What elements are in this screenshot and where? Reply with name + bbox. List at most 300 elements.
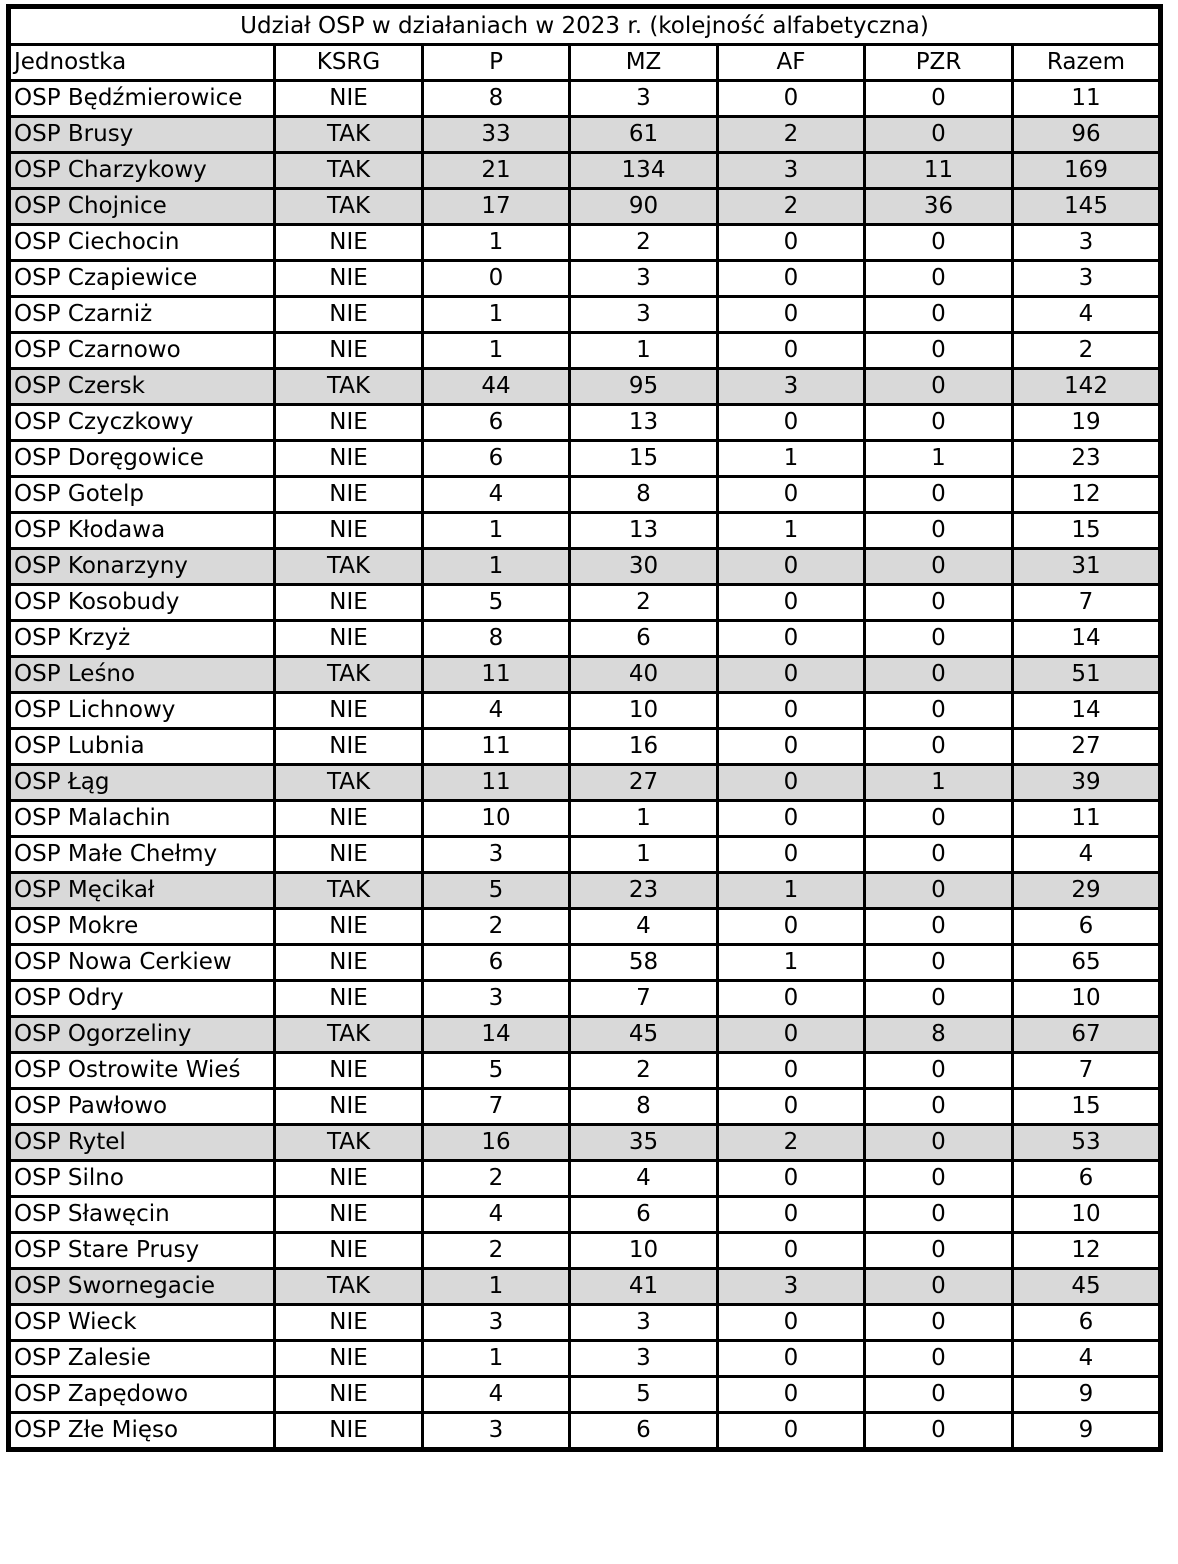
cell-jednostka: OSP Małe Chełmy (9, 837, 275, 873)
table-container (6, 4, 1163, 1452)
cell-razem: 7 (1013, 1053, 1161, 1089)
table-row (9, 801, 1161, 837)
cell-af: 2 (718, 189, 865, 225)
cell-ksrg: NIE (275, 1305, 423, 1341)
cell-mz: 3 (570, 297, 718, 333)
cell-p: 2 (423, 1233, 570, 1269)
cell-pzr: 0 (865, 1089, 1013, 1125)
cell-mz: 13 (570, 405, 718, 441)
cell-p: 0 (423, 261, 570, 297)
cell-p: 6 (423, 441, 570, 477)
cell-razem: 51 (1013, 657, 1161, 693)
cell-af: 0 (718, 1377, 865, 1413)
cell-af: 0 (718, 297, 865, 333)
cell-ksrg: TAK (275, 1017, 423, 1053)
cell-jednostka: OSP Sławęcin (9, 1197, 275, 1233)
cell-p: 16 (423, 1125, 570, 1161)
cell-af: 3 (718, 369, 865, 405)
table-row (9, 1269, 1161, 1305)
cell-jednostka: OSP Ostrowite Wieś (9, 1053, 275, 1089)
cell-razem: 4 (1013, 297, 1161, 333)
cell-ksrg: NIE (275, 837, 423, 873)
cell-p: 10 (423, 801, 570, 837)
cell-p: 5 (423, 873, 570, 909)
cell-ksrg: TAK (275, 873, 423, 909)
cell-af: 0 (718, 621, 865, 657)
header-row (9, 45, 1161, 81)
cell-p: 8 (423, 621, 570, 657)
cell-razem: 6 (1013, 909, 1161, 945)
cell-af: 0 (718, 1089, 865, 1125)
cell-ksrg: NIE (275, 909, 423, 945)
cell-af: 3 (718, 153, 865, 189)
cell-af: 0 (718, 801, 865, 837)
cell-jednostka: OSP Kosobudy (9, 585, 275, 621)
cell-razem: 39 (1013, 765, 1161, 801)
cell-pzr: 0 (865, 549, 1013, 585)
cell-mz: 2 (570, 225, 718, 261)
cell-jednostka: OSP Swornegacie (9, 1269, 275, 1305)
cell-p: 3 (423, 981, 570, 1017)
title-row (9, 7, 1161, 45)
cell-mz: 10 (570, 1233, 718, 1269)
cell-p: 1 (423, 513, 570, 549)
cell-pzr: 0 (865, 873, 1013, 909)
cell-jednostka: OSP Krzyż (9, 621, 275, 657)
cell-af: 0 (718, 81, 865, 117)
cell-mz: 40 (570, 657, 718, 693)
cell-jednostka: OSP Czarnowo (9, 333, 275, 369)
cell-razem: 2 (1013, 333, 1161, 369)
cell-p: 2 (423, 909, 570, 945)
cell-jednostka: OSP Lichnowy (9, 693, 275, 729)
column-header-razem: Razem (1013, 45, 1161, 81)
cell-razem: 4 (1013, 837, 1161, 873)
cell-af: 0 (718, 225, 865, 261)
cell-mz: 8 (570, 477, 718, 513)
cell-ksrg: NIE (275, 729, 423, 765)
cell-ksrg: TAK (275, 369, 423, 405)
cell-ksrg: NIE (275, 333, 423, 369)
cell-jednostka: OSP Chojnice (9, 189, 275, 225)
column-header-mz: MZ (570, 45, 718, 81)
cell-p: 7 (423, 1089, 570, 1125)
cell-razem: 3 (1013, 261, 1161, 297)
cell-ksrg: NIE (275, 585, 423, 621)
cell-razem: 10 (1013, 1197, 1161, 1233)
cell-jednostka: OSP Nowa Cerkiew (9, 945, 275, 981)
cell-ksrg: NIE (275, 441, 423, 477)
cell-p: 1 (423, 549, 570, 585)
cell-mz: 13 (570, 513, 718, 549)
table-row (9, 225, 1161, 261)
cell-razem: 9 (1013, 1377, 1161, 1413)
cell-jednostka: OSP Brusy (9, 117, 275, 153)
cell-ksrg: NIE (275, 693, 423, 729)
cell-af: 0 (718, 1341, 865, 1377)
cell-razem: 14 (1013, 621, 1161, 657)
cell-pzr: 0 (865, 945, 1013, 981)
cell-p: 3 (423, 837, 570, 873)
cell-pzr: 0 (865, 1233, 1013, 1269)
table-row (9, 189, 1161, 225)
table-row (9, 1053, 1161, 1089)
cell-jednostka: OSP Odry (9, 981, 275, 1017)
table-row (9, 621, 1161, 657)
cell-ksrg: NIE (275, 477, 423, 513)
cell-af: 1 (718, 441, 865, 477)
table-row (9, 981, 1161, 1017)
cell-ksrg: NIE (275, 1341, 423, 1377)
cell-razem: 14 (1013, 693, 1161, 729)
cell-razem: 15 (1013, 513, 1161, 549)
cell-pzr: 0 (865, 261, 1013, 297)
cell-mz: 134 (570, 153, 718, 189)
cell-mz: 5 (570, 1377, 718, 1413)
cell-p: 8 (423, 81, 570, 117)
cell-pzr: 0 (865, 585, 1013, 621)
table-row (9, 153, 1161, 189)
cell-mz: 61 (570, 117, 718, 153)
cell-mz: 90 (570, 189, 718, 225)
cell-razem: 3 (1013, 225, 1161, 261)
cell-p: 33 (423, 117, 570, 153)
cell-pzr: 0 (865, 117, 1013, 153)
cell-mz: 3 (570, 1305, 718, 1341)
cell-pzr: 0 (865, 1305, 1013, 1341)
cell-jednostka: OSP Gotelp (9, 477, 275, 513)
table-row (9, 585, 1161, 621)
cell-pzr: 0 (865, 333, 1013, 369)
table-row (9, 657, 1161, 693)
cell-ksrg: NIE (275, 225, 423, 261)
cell-pzr: 0 (865, 909, 1013, 945)
cell-razem: 142 (1013, 369, 1161, 405)
cell-jednostka: OSP Męcikał (9, 873, 275, 909)
cell-p: 4 (423, 1197, 570, 1233)
cell-mz: 95 (570, 369, 718, 405)
table-row (9, 1233, 1161, 1269)
cell-p: 4 (423, 1377, 570, 1413)
cell-razem: 12 (1013, 477, 1161, 513)
cell-af: 0 (718, 477, 865, 513)
osp-table (6, 4, 1163, 1452)
cell-jednostka: OSP Kłodawa (9, 513, 275, 549)
cell-pzr: 0 (865, 1413, 1013, 1450)
table-row (9, 297, 1161, 333)
cell-pzr: 0 (865, 513, 1013, 549)
cell-mz: 3 (570, 261, 718, 297)
cell-mz: 1 (570, 837, 718, 873)
cell-af: 0 (718, 693, 865, 729)
cell-jednostka: OSP Łąg (9, 765, 275, 801)
cell-af: 0 (718, 1413, 865, 1450)
cell-p: 3 (423, 1413, 570, 1450)
cell-mz: 23 (570, 873, 718, 909)
cell-razem: 23 (1013, 441, 1161, 477)
table-row (9, 1089, 1161, 1125)
cell-p: 14 (423, 1017, 570, 1053)
cell-mz: 7 (570, 981, 718, 1017)
table-row (9, 765, 1161, 801)
column-header-ksrg: KSRG (275, 45, 423, 81)
table-row (9, 1197, 1161, 1233)
column-header-p: P (423, 45, 570, 81)
cell-pzr: 1 (865, 765, 1013, 801)
table-row (9, 873, 1161, 909)
cell-jednostka: OSP Konarzyny (9, 549, 275, 585)
cell-af: 0 (718, 1053, 865, 1089)
cell-mz: 6 (570, 621, 718, 657)
cell-p: 1 (423, 333, 570, 369)
cell-p: 1 (423, 297, 570, 333)
cell-pzr: 0 (865, 837, 1013, 873)
cell-jednostka: OSP Czapiewice (9, 261, 275, 297)
cell-razem: 145 (1013, 189, 1161, 225)
table-row (9, 513, 1161, 549)
table-row (9, 333, 1161, 369)
cell-razem: 7 (1013, 585, 1161, 621)
cell-ksrg: TAK (275, 189, 423, 225)
cell-ksrg: NIE (275, 1161, 423, 1197)
cell-mz: 8 (570, 1089, 718, 1125)
table-row (9, 1017, 1161, 1053)
cell-af: 0 (718, 657, 865, 693)
cell-ksrg: NIE (275, 981, 423, 1017)
table-row (9, 837, 1161, 873)
cell-pzr: 0 (865, 1161, 1013, 1197)
cell-ksrg: TAK (275, 765, 423, 801)
cell-jednostka: OSP Czarniż (9, 297, 275, 333)
cell-ksrg: NIE (275, 1089, 423, 1125)
table-row (9, 477, 1161, 513)
cell-p: 3 (423, 1305, 570, 1341)
cell-razem: 6 (1013, 1161, 1161, 1197)
cell-af: 0 (718, 765, 865, 801)
cell-pzr: 0 (865, 405, 1013, 441)
cell-ksrg: NIE (275, 297, 423, 333)
cell-mz: 4 (570, 909, 718, 945)
cell-jednostka: OSP Mokre (9, 909, 275, 945)
cell-razem: 65 (1013, 945, 1161, 981)
cell-mz: 1 (570, 333, 718, 369)
table-row (9, 945, 1161, 981)
table-row (9, 1305, 1161, 1341)
cell-jednostka: OSP Rytel (9, 1125, 275, 1161)
cell-af: 0 (718, 1233, 865, 1269)
cell-af: 0 (718, 405, 865, 441)
cell-af: 0 (718, 549, 865, 585)
cell-af: 3 (718, 1269, 865, 1305)
cell-pzr: 0 (865, 1377, 1013, 1413)
cell-p: 5 (423, 585, 570, 621)
table-row (9, 261, 1161, 297)
cell-jednostka: OSP Zapędowo (9, 1377, 275, 1413)
cell-jednostka: OSP Doręgowice (9, 441, 275, 477)
cell-mz: 4 (570, 1161, 718, 1197)
cell-af: 0 (718, 837, 865, 873)
cell-af: 2 (718, 1125, 865, 1161)
cell-jednostka: OSP Będźmierowice (9, 81, 275, 117)
cell-ksrg: NIE (275, 945, 423, 981)
table-body (9, 81, 1161, 1450)
cell-pzr: 0 (865, 369, 1013, 405)
cell-p: 17 (423, 189, 570, 225)
table-row (9, 1341, 1161, 1377)
cell-jednostka: OSP Ciechocin (9, 225, 275, 261)
cell-mz: 15 (570, 441, 718, 477)
cell-pzr: 0 (865, 477, 1013, 513)
cell-pzr: 1 (865, 441, 1013, 477)
cell-razem: 27 (1013, 729, 1161, 765)
cell-jednostka: OSP Silno (9, 1161, 275, 1197)
cell-razem: 10 (1013, 981, 1161, 1017)
cell-pzr: 11 (865, 153, 1013, 189)
cell-p: 44 (423, 369, 570, 405)
cell-p: 21 (423, 153, 570, 189)
cell-pzr: 0 (865, 81, 1013, 117)
cell-af: 0 (718, 1161, 865, 1197)
cell-ksrg: TAK (275, 1269, 423, 1305)
cell-p: 5 (423, 1053, 570, 1089)
cell-razem: 15 (1013, 1089, 1161, 1125)
cell-pzr: 0 (865, 225, 1013, 261)
table-row (9, 81, 1161, 117)
cell-mz: 10 (570, 693, 718, 729)
cell-pzr: 0 (865, 981, 1013, 1017)
cell-ksrg: NIE (275, 1053, 423, 1089)
cell-pzr: 0 (865, 1341, 1013, 1377)
cell-p: 6 (423, 945, 570, 981)
cell-jednostka: OSP Zalesie (9, 1341, 275, 1377)
cell-razem: 4 (1013, 1341, 1161, 1377)
cell-pzr: 0 (865, 1125, 1013, 1161)
table-row (9, 1161, 1161, 1197)
cell-razem: 96 (1013, 117, 1161, 153)
cell-pzr: 0 (865, 621, 1013, 657)
cell-ksrg: NIE (275, 801, 423, 837)
cell-af: 0 (718, 1197, 865, 1233)
cell-pzr: 0 (865, 1197, 1013, 1233)
cell-p: 2 (423, 1161, 570, 1197)
cell-p: 1 (423, 1269, 570, 1305)
cell-p: 11 (423, 729, 570, 765)
cell-af: 0 (718, 333, 865, 369)
cell-jednostka: OSP Ogorzeliny (9, 1017, 275, 1053)
cell-ksrg: NIE (275, 513, 423, 549)
cell-ksrg: TAK (275, 549, 423, 585)
cell-ksrg: NIE (275, 621, 423, 657)
cell-jednostka: OSP Czyczkowy (9, 405, 275, 441)
cell-razem: 29 (1013, 873, 1161, 909)
cell-razem: 19 (1013, 405, 1161, 441)
cell-af: 0 (718, 585, 865, 621)
table-row (9, 1377, 1161, 1413)
cell-razem: 67 (1013, 1017, 1161, 1053)
cell-ksrg: TAK (275, 1125, 423, 1161)
cell-razem: 169 (1013, 153, 1161, 189)
cell-jednostka: OSP Złe Mięso (9, 1413, 275, 1450)
cell-pzr: 0 (865, 1269, 1013, 1305)
cell-af: 0 (718, 729, 865, 765)
cell-jednostka: OSP Stare Prusy (9, 1233, 275, 1269)
cell-af: 1 (718, 873, 865, 909)
cell-razem: 11 (1013, 81, 1161, 117)
cell-razem: 6 (1013, 1305, 1161, 1341)
cell-pzr: 0 (865, 297, 1013, 333)
cell-razem: 53 (1013, 1125, 1161, 1161)
cell-mz: 27 (570, 765, 718, 801)
cell-mz: 3 (570, 1341, 718, 1377)
cell-razem: 12 (1013, 1233, 1161, 1269)
cell-mz: 41 (570, 1269, 718, 1305)
table-row (9, 549, 1161, 585)
column-header-pzr: PZR (865, 45, 1013, 81)
cell-mz: 1 (570, 801, 718, 837)
cell-mz: 45 (570, 1017, 718, 1053)
cell-pzr: 8 (865, 1017, 1013, 1053)
table-row (9, 693, 1161, 729)
cell-af: 0 (718, 981, 865, 1017)
cell-pzr: 0 (865, 1053, 1013, 1089)
cell-mz: 58 (570, 945, 718, 981)
cell-p: 4 (423, 693, 570, 729)
cell-mz: 2 (570, 585, 718, 621)
table-row (9, 1125, 1161, 1161)
cell-razem: 45 (1013, 1269, 1161, 1305)
column-header-af: AF (718, 45, 865, 81)
cell-jednostka: OSP Leśno (9, 657, 275, 693)
cell-ksrg: NIE (275, 261, 423, 297)
cell-ksrg: TAK (275, 657, 423, 693)
cell-mz: 30 (570, 549, 718, 585)
cell-af: 0 (718, 909, 865, 945)
column-header-jednostka: Jednostka (9, 45, 275, 81)
cell-p: 1 (423, 225, 570, 261)
cell-ksrg: NIE (275, 1413, 423, 1450)
cell-p: 11 (423, 657, 570, 693)
cell-pzr: 0 (865, 801, 1013, 837)
cell-p: 6 (423, 405, 570, 441)
cell-mz: 3 (570, 81, 718, 117)
cell-jednostka: OSP Malachin (9, 801, 275, 837)
cell-jednostka: OSP Lubnia (9, 729, 275, 765)
cell-jednostka: OSP Czersk (9, 369, 275, 405)
cell-ksrg: NIE (275, 1377, 423, 1413)
table-row (9, 909, 1161, 945)
cell-af: 0 (718, 261, 865, 297)
cell-pzr: 36 (865, 189, 1013, 225)
cell-p: 1 (423, 1341, 570, 1377)
cell-mz: 6 (570, 1413, 718, 1450)
cell-p: 11 (423, 765, 570, 801)
table-row (9, 369, 1161, 405)
table-row (9, 729, 1161, 765)
cell-jednostka: OSP Wieck (9, 1305, 275, 1341)
cell-af: 0 (718, 1305, 865, 1341)
cell-af: 0 (718, 1017, 865, 1053)
cell-af: 1 (718, 513, 865, 549)
cell-jednostka: OSP Charzykowy (9, 153, 275, 189)
cell-ksrg: NIE (275, 1233, 423, 1269)
cell-mz: 6 (570, 1197, 718, 1233)
table-row (9, 117, 1161, 153)
cell-pzr: 0 (865, 729, 1013, 765)
cell-ksrg: NIE (275, 81, 423, 117)
cell-mz: 35 (570, 1125, 718, 1161)
cell-ksrg: NIE (275, 1197, 423, 1233)
table-row (9, 1413, 1161, 1450)
